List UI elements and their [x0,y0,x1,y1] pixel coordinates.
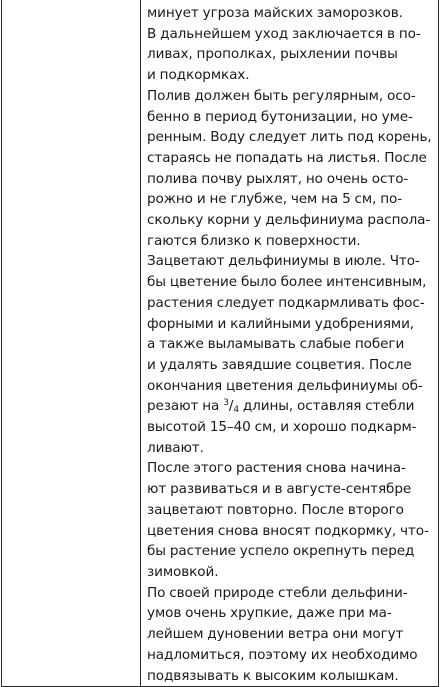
fraction-numerator: 3 [223,398,229,409]
text-line: и подкормках. [147,67,250,84]
text-line: ренным. Воду следует лить под корень, [147,129,432,146]
text-line: бенно в период бутонизации, но уме- [147,108,413,125]
text-line: лейшем дуновении ветра они могут [147,626,404,643]
text-line: а также выламывать слабые побеги [147,336,405,353]
text-line: ют развиваться и в августе-сентябре [147,481,412,498]
text-line: бы растение успело окрепнуть перед [147,543,415,560]
text-line: зацветают повторно. После второго [147,501,404,518]
text-line: По своей природе стебли дельфини- [147,584,408,601]
text-line: растения следует подкармливать фос- [147,294,425,311]
text-line: ливают. [147,439,204,456]
text-line: гаются близко к поверхности. [147,232,361,249]
text-line: рожно и не глубже, чем на 5 см, по- [147,191,403,208]
content-table [1,0,439,687]
text-line: надломиться, поэтому их необходимо [147,646,418,663]
fraction-before: резают на [147,398,224,415]
body-text [141,0,438,686]
text-line: и удалять завядшие соцветия. После [147,356,412,373]
text-line: зимовкой. [147,563,219,580]
text-line: В дальнейшем уход заключается в по- [147,25,421,42]
text-line: умов очень хрупкие, даже при ма- [147,605,392,622]
text-line: После этого растения снова начина- [147,460,406,477]
text-cell [141,0,439,687]
text-line: стараясь не попадать на листья. После [147,149,427,166]
fraction-slash: / [228,398,234,415]
text-line: подвязывать к высоким колышкам. [147,667,399,684]
text-line: бы цветение было более интенсивным, [147,274,427,291]
text-line: высотой 15–40 см, и хорошо подкарм- [147,419,417,436]
text-line: Полив должен быть регулярным, осо- [147,87,416,104]
text-line: минует угроза майских заморозков. [147,5,403,21]
text-line: Зацветают дельфиниумы в июле. Что- [147,253,420,270]
empty-left-cell [2,0,141,687]
text-line: скольку корни у дельфиниума распола- [147,212,431,229]
text-line: полива почву рыхлят, но очень осто- [147,170,409,187]
text-line: цветения снова вносят подкормку, что- [147,522,429,539]
fraction-after: длины, оставляя стебли [238,398,415,415]
text-line: форными и калийными удобрениями, [147,315,415,332]
fraction-denominator: 4 [233,405,239,416]
text-line: окончания цветения дельфиниумы об- [147,377,423,394]
text-line: ливах, прополках, рыхлении почвы [147,46,398,63]
table-row [2,0,439,687]
fraction-line [147,396,430,417]
